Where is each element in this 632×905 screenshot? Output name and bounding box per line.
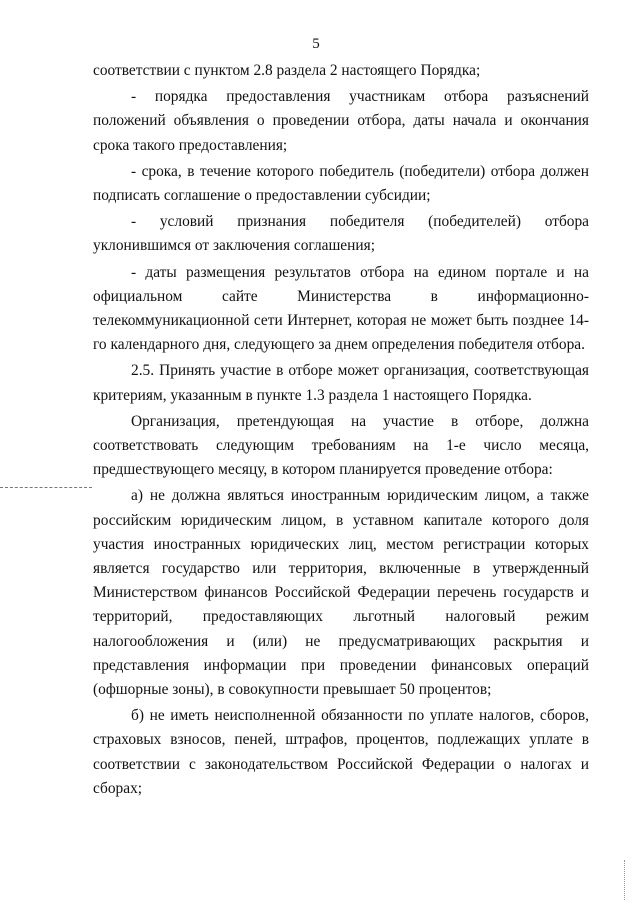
paragraph-2-5: 2.5. Принять участие в отборе может организация, соответствующая критериям, указанным в пункте 1.3 раздела 1 настоящего Порядка. xyxy=(93,362,589,404)
paragraph-agreement-term: - срока, в течение которого победитель (победители) отбора должен подписать соглашение о предоставлении субсидии; xyxy=(93,162,589,205)
paragraph-clarification-order: - порядка предоставления участникам отбора разъяснений положений объявления о проведении отбора, даты начала и окончания срока такого предоставления; xyxy=(93,88,589,154)
paragraph-results-publication: - даты размещения результатов отбора на едином портале и на официальном сайте Министерства в информационно-телекоммуникационной сети Интернет, которая не может быть позднее 14-го календарного дня, следующего за днем определения победителя отбора. xyxy=(93,263,589,354)
document-body xyxy=(93,59,589,801)
paragraph-continuation: соответствии с пунктом 2.8 раздела 2 настоящего Порядка; xyxy=(93,62,481,79)
edge-scan-mark xyxy=(624,860,625,900)
paragraph-item-a: а) не должна являться иностранным юридическим лицом, а также российским юридическим лицом, в уставном капитале которого доля участия иностранных юридических лиц, местом регистрации которых является государство или территория, включенные в утвержденный Министерством финансов Российской Федерации перечень государств и территорий, предоставляющих льготный налоговый режим налогообложения и (или) не предусматривающих раскрытия и представления информации при проведении финансовых операций (офшорные зоны), в совокупности превышает 50 процентов; xyxy=(93,487,589,699)
page-number: 5 xyxy=(312,36,320,52)
paragraph-item-b: б) не иметь неисполненной обязанности по уплате налогов, сборов, страховых взносов, пеней, штрафов, процентов, подлежащих уплате в соответствии с законодательством Российской Федерации о налогах и сборах; xyxy=(93,707,589,797)
margin-scan-mark xyxy=(0,487,92,488)
paragraph-evasion-conditions: - условий признания победителя (победителей) отбора уклонившимся от заключения соглашения; xyxy=(93,213,589,255)
paragraph-requirements-intro: Организация, претендующая на участие в отборе, должна соответствовать следующим требованиям на 1-е число месяца, предшествующего месяцу, в котором планируется проведение отбора: xyxy=(93,412,589,479)
